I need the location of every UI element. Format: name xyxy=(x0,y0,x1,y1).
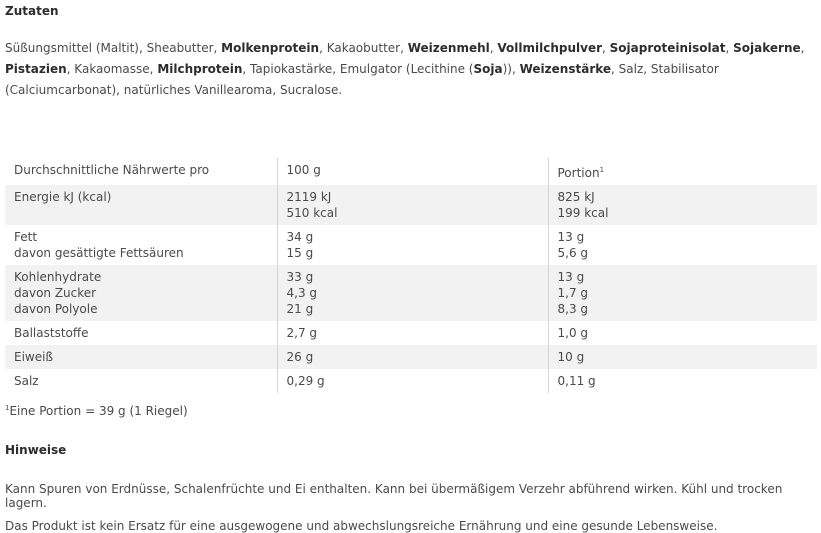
value-per-portion: 13 g xyxy=(557,270,585,284)
nutrient-label-cell xyxy=(5,185,277,225)
nutrient-label: Energie kJ (kcal) xyxy=(14,190,112,204)
value-per-portion-cell xyxy=(548,369,817,393)
nutrition-row xyxy=(5,185,817,225)
nutrient-label-cell xyxy=(5,369,277,393)
value-per-portion-cell xyxy=(548,345,817,369)
value-per-100g-cell xyxy=(277,369,548,393)
value-per-100g-cell xyxy=(277,225,548,265)
header-portion-footnote-mark: 1 xyxy=(599,166,605,174)
value-per-100g: 0,29 g xyxy=(286,374,325,388)
ingredient-allergen: Sojaproteinisolat xyxy=(609,41,726,55)
value-per-portion-cell xyxy=(548,225,817,265)
nutrient-label: davon Polyole xyxy=(14,302,98,316)
value-per-portion: 1,0 g xyxy=(557,326,589,340)
hinweise-heading: Hinweise xyxy=(5,443,67,457)
ingredient-text: , xyxy=(800,41,805,55)
value-per-100g: 15 g xyxy=(286,246,314,260)
nutrition-row xyxy=(5,369,817,393)
ingredient-allergen: Sojakerne xyxy=(733,41,801,55)
ingredient-allergen: Vollmilchpulver xyxy=(497,41,603,55)
value-per-portion-cell xyxy=(548,185,817,225)
ingredient-allergen: Milchprotein xyxy=(157,62,243,76)
value-per-portion: 825 kJ xyxy=(557,190,595,204)
value-per-portion: 13 g xyxy=(557,230,585,244)
nutrition-table xyxy=(5,158,817,393)
ingredient-allergen: Pistazien xyxy=(5,62,67,76)
nutrient-label: Eiweiß xyxy=(14,350,54,364)
nutrient-label-cell xyxy=(5,345,277,369)
ingredient-text: Süßungsmittel (Maltit), Sheabutter, xyxy=(5,41,222,55)
nutrient-label: Salz xyxy=(14,374,39,388)
nutrient-label: Kohlenhydrate xyxy=(14,270,102,284)
value-per-100g-cell xyxy=(277,345,548,369)
nutrient-label-cell xyxy=(5,225,277,265)
value-per-portion: 199 kcal xyxy=(557,206,609,220)
header-portion: Portion$^1$ xyxy=(557,166,605,180)
ingredient-text: , Kakaobutter, xyxy=(319,41,408,55)
value-per-100g: 21 g xyxy=(286,302,314,316)
nutrient-label-cell xyxy=(5,321,277,345)
value-per-100g-cell xyxy=(277,185,548,225)
ingredient-text: , Tapiokastärke, Emulgator (Lecithine ( xyxy=(242,62,474,76)
nutrition-row xyxy=(5,321,817,345)
header-100g: 100 g xyxy=(277,158,548,185)
ingredient-allergen: Molkenprotein xyxy=(221,41,320,55)
ingredient-text: )), xyxy=(502,62,520,76)
nutrient-label: davon Zucker xyxy=(14,286,97,300)
nutrient-label: Ballaststoffe xyxy=(14,326,89,340)
ingredient-text: , xyxy=(725,41,734,55)
value-per-portion: 1,7 g xyxy=(557,286,589,300)
ingredients-list xyxy=(5,38,817,101)
nutrition-row xyxy=(5,265,817,321)
value-per-100g: 510 kcal xyxy=(286,206,338,220)
hinweise-paragraph-2: Das Produkt ist kein Ersatz für eine ausgewogene und abwechslungsreiche Ernährung und eine gesunde Lebensweise. xyxy=(5,519,718,533)
ingredient-text: , Salz, Stabilisator (Calciumcarbonat), natürliches Vanillearoma, Sucralose. xyxy=(5,62,719,97)
portion-footnote: $^1$Eine Portion = 39 g (1 Riegel) xyxy=(5,404,188,418)
value-per-portion-cell xyxy=(548,321,817,345)
header-label: Durchschnittliche Nährwerte pro xyxy=(5,158,277,185)
value-per-100g: 4,3 g xyxy=(286,286,318,300)
ingredient-text: , xyxy=(489,41,498,55)
ingredient-allergen: Weizenstärke xyxy=(519,62,612,76)
ingredient-allergen: Soja xyxy=(473,62,503,76)
value-per-100g-cell xyxy=(277,265,548,321)
value-per-portion: 0,11 g xyxy=(557,374,596,388)
value-per-portion: 5,6 g xyxy=(557,246,589,260)
value-per-100g: 26 g xyxy=(286,350,314,364)
footnote-mark: 1 xyxy=(5,404,10,412)
ingredient-allergen: Weizenmehl xyxy=(407,41,490,55)
nutrient-label: davon gesättigte Fettsäuren xyxy=(14,246,184,260)
ingredient-text: , xyxy=(602,41,610,55)
nutrient-label-cell xyxy=(5,265,277,321)
value-per-portion: 8,3 g xyxy=(557,302,589,316)
nutrient-label: Fett xyxy=(14,230,38,244)
hinweise-paragraph-1: Kann Spuren von Erdnüsse, Schalenfrüchte und Ei enthalten. Kann bei übermäßigem Verzehr abführend wirken. Kühl und trocken lagern. xyxy=(5,482,783,510)
nutrition-header-row xyxy=(5,158,817,185)
nutrition-row xyxy=(5,345,817,369)
value-per-100g-cell xyxy=(277,321,548,345)
value-per-portion: 10 g xyxy=(557,350,585,364)
zutaten-heading: Zutaten xyxy=(5,4,59,18)
nutrition-row xyxy=(5,225,817,265)
ingredient-text: , Kakaomasse, xyxy=(66,62,158,76)
value-per-100g: 2119 kJ xyxy=(286,190,332,204)
value-per-100g: 2,7 g xyxy=(286,326,318,340)
value-per-100g: 33 g xyxy=(286,270,314,284)
value-per-100g: 34 g xyxy=(286,230,314,244)
value-per-portion-cell xyxy=(548,265,817,321)
